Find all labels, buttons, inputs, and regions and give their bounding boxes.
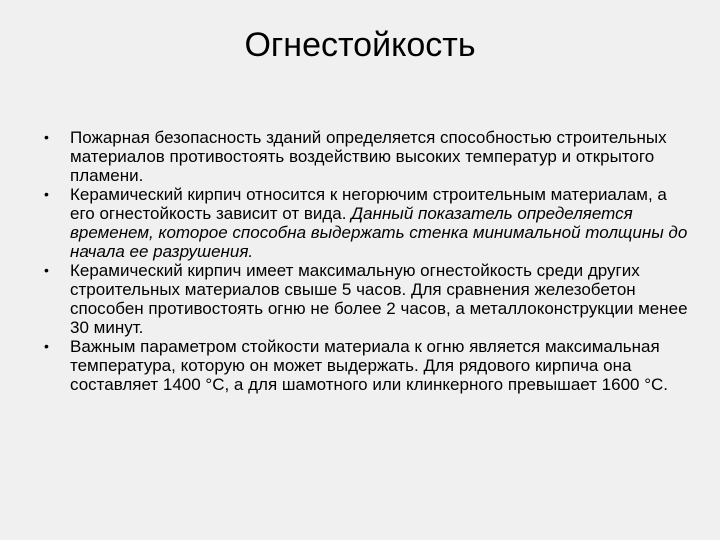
bullet-text: Важным параметром стойкости материала к огню является максимальная температура, которую он может выдержать. Для рядового кирпича она составляет 1400 °С, а для шамотного или клинкерного превышает 1600 °С. [70,337,669,394]
bullet-list [42,128,692,394]
slide-title: Огнестойкость [244,26,476,64]
bullet-text: Керамический кирпич имеет максимальную огнестойкость среди других строительных материалов свыше 5 часов. Для сравнения железобетон способен противостоять огню не более 2 часов, а металлоконструкции менее 30 минут. [70,261,688,337]
bullet-item [42,337,692,394]
bullet-item [42,261,692,337]
bullet-marker: • [44,338,49,354]
bullet-italic-text: Данный показатель определяется временем, которое способна выдержать стенка минимальной толщины до начала ее разрушения. [70,204,688,261]
bullet-item [42,185,692,261]
bullet-text: Пожарная безопасность зданий определяется способностью строительных материалов противостоять воздействию высоких температур и открытого пламени. [70,128,667,185]
bullet-marker: • [44,262,49,278]
bullet-text: Керамический кирпич относится к негорючим строительным материалам, а его огнестойкость зависит от вида. [70,185,667,223]
bullet-marker: • [44,129,49,145]
bullet-item [42,128,692,185]
bullet-marker: • [44,186,49,202]
